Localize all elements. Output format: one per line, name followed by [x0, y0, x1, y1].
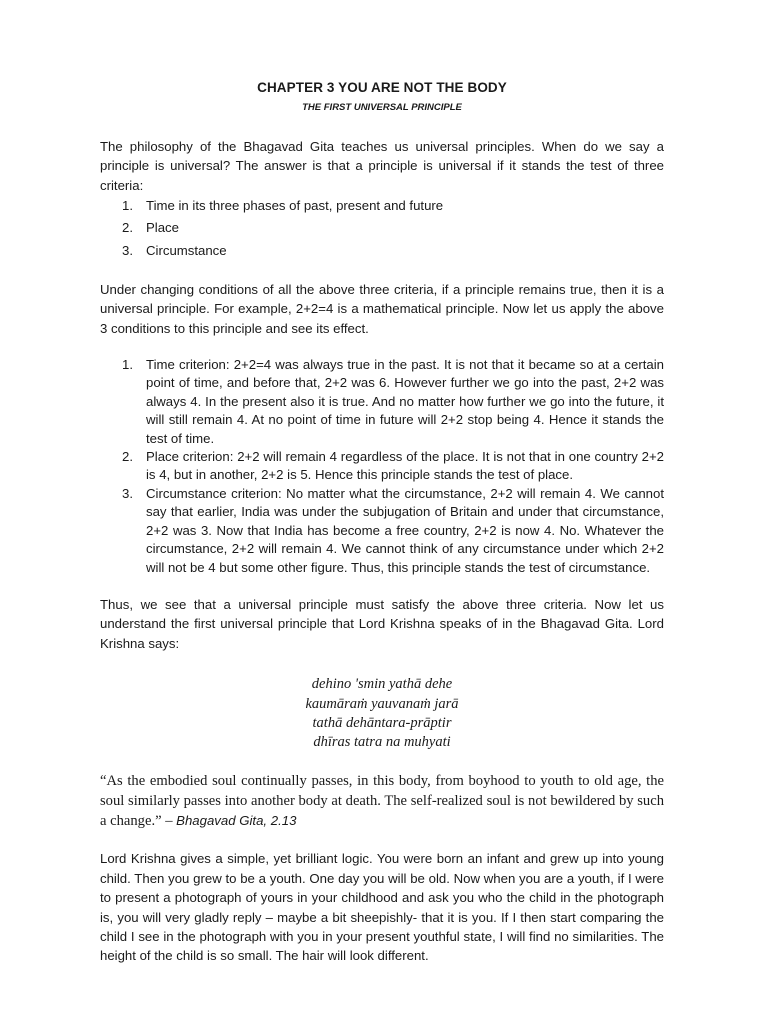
- intro-paragraph: The philosophy of the Bhagavad Gita teaches us universal principles. When do we say a principle is universal? The answer is that a principle is universal if it stands the test of three criteria:: [100, 139, 664, 193]
- list-item: 2. Place criterion: 2+2 will remain 4 regardless of the place. It is not that in one country 2+2 is 4, but in another, 2+2 is 5. Hence this principle stands the test of place.: [122, 449, 664, 483]
- list-item: 3. Circumstance criterion: No matter what the circumstance, 2+2 will remain 4. We cannot say that earlier, India was under the subjugation of Britain and under that circumstance, 2+2 was 3. Now that India has become a free country, 2+2 is now 4. No. Whatever the circumstance, 2+2 will remain 4. We cannot think of any circumstance under which 2+2 will not be 4 but some other figure. Thus, this principle stands the test of circumstance.: [122, 485, 664, 575]
- sanskrit-verse: [100, 675, 664, 753]
- verse-translation: “As the embodied soul continually passes, in this body, from boyhood to youth to old age, the soul similarly passes into another body at death. The self-realized soul is not bewildered by such a change.” – Bhagavad Gita, 2.13: [100, 772, 664, 830]
- list-item: 1. Time in its three phases of past, present and future: [122, 198, 444, 214]
- verse-line: kaumāraṁ yauvanaṁ jarā: [305, 695, 459, 712]
- list-item: 1. Time criterion: 2+2=4 was always true in the past. It is not that it became so at a certain point of time, and before that, 2+2 was 6. However further we go into the past, 2+2 was always 4. In the present also it is true. And no matter how further we go into the future, it will still remain 4. At no point of time in future will 2+2 stop being 4. Hence it stands the test of time.: [122, 357, 664, 446]
- list-item: 3. Circumstance: [122, 242, 227, 258]
- tests-list: [100, 356, 664, 577]
- conditions-paragraph: Under changing conditions of all the above three criteria, if a principle remains true, then it is a universal principle. For example, 2+2=4 is a mathematical principle. Now let us apply the above 3 conditions to this principle and see its effect.: [100, 281, 664, 336]
- transition-paragraph: Thus, we see that a universal principle must satisfy the above three criteria. Now let us understand the first universal principle that Lord Krishna speaks of in the Bhagavad Gita. Lord Krishna says:: [100, 596, 664, 651]
- verse-line: dehino 'smin yathā dehe: [311, 676, 453, 693]
- chapter-subtitle: THE FIRST UNIVERSAL PRINCIPLE: [302, 102, 462, 113]
- criteria-list: [100, 195, 664, 262]
- list-item: 2. Place: [122, 220, 179, 236]
- closing-paragraph: Lord Krishna gives a simple, yet brilliant logic. You were born an infant and grew up into young child. Then you grew to be a youth. One day you will be old. Now when you are a youth, if I were to present a photograph of yours in your childhood and ask you who the child in the photograph is, you will very gladly reply – maybe a bit sheepishly- that it is you. If I then start comparing the child I see in the photograph with you in your present youthful state, I will find no similarities. The height of the child is so small. The hair will look different.: [100, 851, 664, 964]
- verse-line: dhīras tatra na muhyati: [313, 734, 451, 751]
- chapter-title: CHAPTER 3 YOU ARE NOT THE BODY: [257, 80, 507, 95]
- verse-citation: Bhagavad Gita, 2.13: [176, 813, 297, 829]
- verse-line: tathā dehāntara-prāptir: [312, 714, 452, 731]
